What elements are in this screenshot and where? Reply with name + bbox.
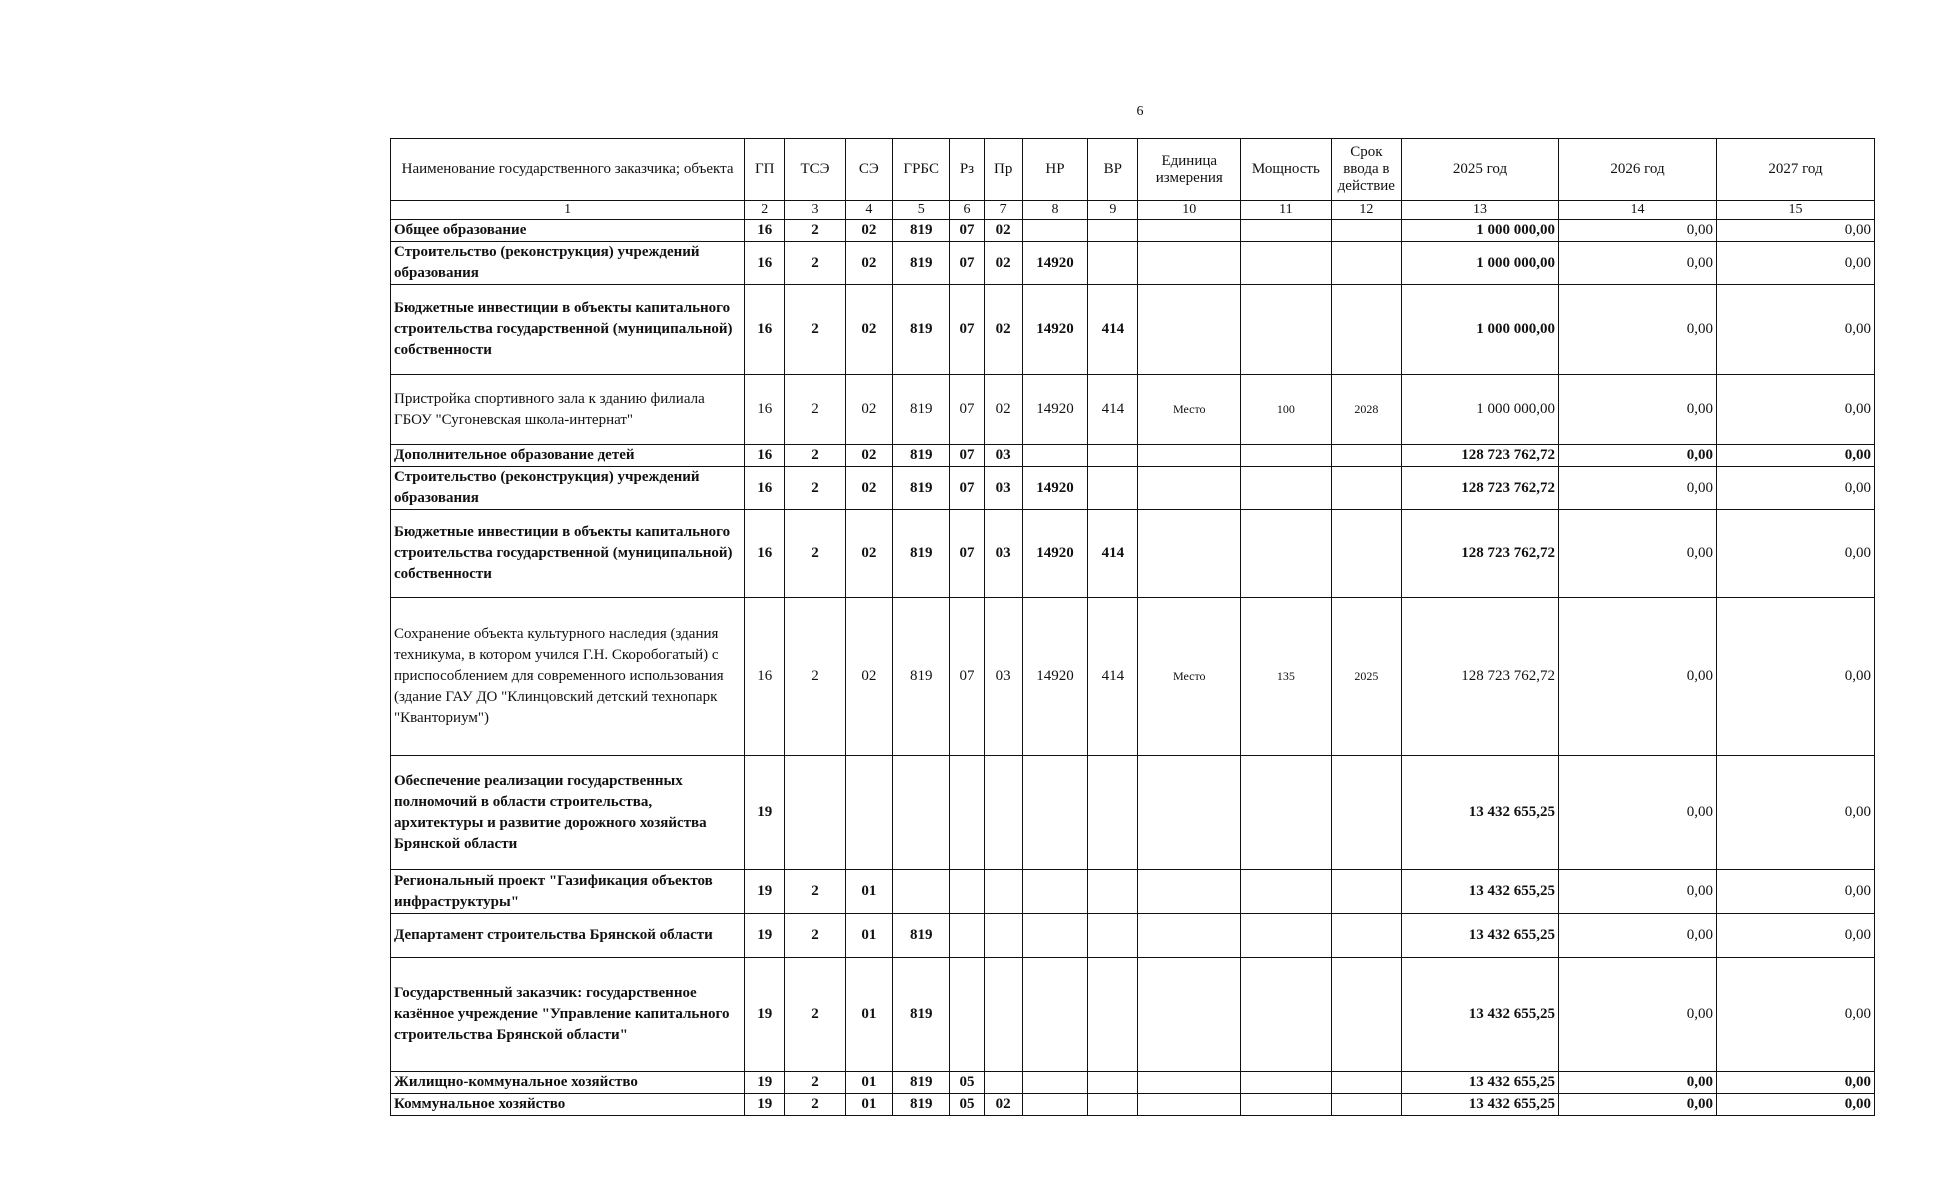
cell-2027: 0,00: [1716, 375, 1874, 445]
cell-2027: 0,00: [1716, 445, 1874, 467]
table-row: [391, 598, 1875, 756]
cell-2027: 0,00: [1716, 756, 1874, 870]
cell-2027: 0,00: [1716, 510, 1874, 598]
table-row: [391, 914, 1875, 958]
cell-gp: 16: [745, 467, 785, 510]
header-unit: Единица измерения: [1138, 139, 1241, 201]
cell-gp: 16: [745, 220, 785, 242]
header-2025: 2025 год: [1402, 139, 1559, 201]
cell-2026: 0,00: [1558, 598, 1716, 756]
header-se: СЭ: [845, 139, 892, 201]
cell-pr: 03: [984, 510, 1022, 598]
cell-rz: 07: [950, 510, 984, 598]
cell-tse: 2: [785, 445, 845, 467]
cell-vr: [1088, 914, 1138, 958]
row-name: Обеспечение реализации государственных полномочий в области строительства, архитектуры и развитие дорожного хозяйства Брянской области: [391, 756, 745, 870]
cell-nr: [1022, 1094, 1087, 1116]
cell-unit: [1138, 914, 1241, 958]
cell-pr: 02: [984, 242, 1022, 285]
cell-se: 02: [845, 510, 892, 598]
cell-term: [1331, 510, 1401, 598]
cell-tse: 2: [785, 510, 845, 598]
cell-nr: [1022, 445, 1087, 467]
cell-rz: 07: [950, 375, 984, 445]
cell-unit: Место: [1138, 375, 1241, 445]
cell-nr: [1022, 958, 1087, 1072]
cell-2026: 0,00: [1558, 1072, 1716, 1094]
header-grbs: ГРБС: [893, 139, 950, 201]
cell-tse: 2: [785, 285, 845, 375]
row-name: Сохранение объекта культурного наследия (здания техникума, в котором учился Г.Н. Скоробогатый) с приспособлением для современного использования (здание ГАУ ДО "Клинцовский детский технопарк "Кванториум"): [391, 598, 745, 756]
cell-2026: 0,00: [1558, 958, 1716, 1072]
header-capacity: Мощность: [1241, 139, 1332, 201]
cell-2026: 0,00: [1558, 220, 1716, 242]
cell-grbs: 819: [893, 285, 950, 375]
column-number: 10: [1138, 201, 1241, 220]
cell-term: 2025: [1331, 598, 1401, 756]
cell-2025: 13 432 655,25: [1402, 1072, 1559, 1094]
cell-grbs: 819: [893, 445, 950, 467]
cell-gp: 16: [745, 375, 785, 445]
column-number: 1: [391, 201, 745, 220]
cell-tse: 2: [785, 598, 845, 756]
cell-2027: 0,00: [1716, 467, 1874, 510]
cell-rz: 05: [950, 1072, 984, 1094]
cell-gp: 19: [745, 756, 785, 870]
cell-2027: 0,00: [1716, 242, 1874, 285]
cell-2025: 128 723 762,72: [1402, 510, 1559, 598]
cell-2025: 128 723 762,72: [1402, 467, 1559, 510]
cell-2026: 0,00: [1558, 870, 1716, 914]
cell-se: 01: [845, 1094, 892, 1116]
header-name: Наименование государственного заказчика; объекта: [391, 139, 745, 201]
cell-grbs: 819: [893, 958, 950, 1072]
cell-term: [1331, 220, 1401, 242]
cell-vr: 414: [1088, 375, 1138, 445]
column-number: 5: [893, 201, 950, 220]
cell-2025: 1 000 000,00: [1402, 285, 1559, 375]
header-vr: ВР: [1088, 139, 1138, 201]
cell-gp: 16: [745, 598, 785, 756]
cell-vr: [1088, 242, 1138, 285]
row-name: Строительство (реконструкция) учреждений образования: [391, 242, 745, 285]
cell-vr: [1088, 958, 1138, 1072]
cell-unit: [1138, 467, 1241, 510]
cell-grbs: 819: [893, 598, 950, 756]
budget-table: [390, 138, 1875, 1116]
cell-grbs: 819: [893, 1094, 950, 1116]
cell-unit: [1138, 958, 1241, 1072]
row-name: Жилищно-коммунальное хозяйство: [391, 1072, 745, 1094]
table-row: [391, 510, 1875, 598]
cell-vr: [1088, 220, 1138, 242]
cell-pr: 02: [984, 220, 1022, 242]
cell-nr: 14920: [1022, 242, 1087, 285]
page-number: 6: [1136, 104, 1144, 119]
header-tse: ТСЭ: [785, 139, 845, 201]
row-name: Региональный проект "Газификация объектов инфраструктуры": [391, 870, 745, 914]
cell-vr: [1088, 1072, 1138, 1094]
column-number: 12: [1331, 201, 1401, 220]
column-number: 8: [1022, 201, 1087, 220]
cell-2027: 0,00: [1716, 1072, 1874, 1094]
cell-nr: 14920: [1022, 598, 1087, 756]
table-row: [391, 375, 1875, 445]
cell-unit: [1138, 756, 1241, 870]
header-2026: 2026 год: [1558, 139, 1716, 201]
row-name: Коммунальное хозяйство: [391, 1094, 745, 1116]
cell-grbs: [893, 870, 950, 914]
cell-nr: 14920: [1022, 285, 1087, 375]
cell-2025: 1 000 000,00: [1402, 242, 1559, 285]
column-number: 2: [745, 201, 785, 220]
cell-unit: [1138, 510, 1241, 598]
cell-se: 02: [845, 445, 892, 467]
header-row: [391, 139, 1875, 201]
cell-pr: [984, 914, 1022, 958]
cell-capacity: 135: [1241, 598, 1332, 756]
cell-gp: 16: [745, 510, 785, 598]
cell-capacity: [1241, 958, 1332, 1072]
cell-vr: [1088, 467, 1138, 510]
cell-term: [1331, 445, 1401, 467]
cell-vr: 414: [1088, 598, 1138, 756]
cell-unit: [1138, 1072, 1241, 1094]
cell-gp: 19: [745, 870, 785, 914]
cell-rz: 07: [950, 445, 984, 467]
cell-2026: 0,00: [1558, 510, 1716, 598]
cell-vr: 414: [1088, 285, 1138, 375]
cell-unit: [1138, 242, 1241, 285]
cell-grbs: [893, 756, 950, 870]
table-row: [391, 870, 1875, 914]
cell-capacity: [1241, 1072, 1332, 1094]
cell-pr: [984, 958, 1022, 1072]
cell-rz: 07: [950, 242, 984, 285]
table-row: [391, 285, 1875, 375]
cell-capacity: [1241, 1094, 1332, 1116]
cell-2027: 0,00: [1716, 1094, 1874, 1116]
cell-gp: 16: [745, 242, 785, 285]
cell-2027: 0,00: [1716, 958, 1874, 1072]
cell-2026: 0,00: [1558, 445, 1716, 467]
cell-nr: [1022, 220, 1087, 242]
cell-2026: 0,00: [1558, 914, 1716, 958]
cell-2027: 0,00: [1716, 870, 1874, 914]
cell-pr: [984, 870, 1022, 914]
cell-term: [1331, 1072, 1401, 1094]
cell-2026: 0,00: [1558, 1094, 1716, 1116]
cell-vr: [1088, 445, 1138, 467]
cell-gp: 16: [745, 285, 785, 375]
cell-grbs: 819: [893, 914, 950, 958]
cell-2025: 128 723 762,72: [1402, 445, 1559, 467]
table-row: [391, 220, 1875, 242]
table-row: [391, 445, 1875, 467]
row-name: Бюджетные инвестиции в объекты капитального строительства государственной (муниципальной) собственности: [391, 510, 745, 598]
cell-capacity: [1241, 467, 1332, 510]
cell-grbs: 819: [893, 467, 950, 510]
cell-unit: Место: [1138, 598, 1241, 756]
cell-pr: 02: [984, 285, 1022, 375]
cell-gp: 16: [745, 445, 785, 467]
row-name: Общее образование: [391, 220, 745, 242]
cell-gp: 19: [745, 958, 785, 1072]
column-number: 11: [1241, 201, 1332, 220]
column-number: 14: [1558, 201, 1716, 220]
cell-pr: 02: [984, 375, 1022, 445]
table-row: [391, 1072, 1875, 1094]
cell-se: 02: [845, 375, 892, 445]
column-number: 13: [1402, 201, 1559, 220]
table-row: [391, 242, 1875, 285]
cell-2026: 0,00: [1558, 756, 1716, 870]
cell-grbs: 819: [893, 242, 950, 285]
cell-tse: 2: [785, 467, 845, 510]
cell-rz: 07: [950, 467, 984, 510]
cell-capacity: [1241, 756, 1332, 870]
table-row: [391, 467, 1875, 510]
cell-capacity: [1241, 285, 1332, 375]
cell-2026: 0,00: [1558, 467, 1716, 510]
cell-se: 02: [845, 242, 892, 285]
cell-rz: 07: [950, 220, 984, 242]
cell-2027: 0,00: [1716, 598, 1874, 756]
header-nr: НР: [1022, 139, 1087, 201]
cell-vr: [1088, 870, 1138, 914]
cell-2025: 13 432 655,25: [1402, 914, 1559, 958]
table-row: [391, 756, 1875, 870]
cell-capacity: [1241, 870, 1332, 914]
cell-pr: [984, 1072, 1022, 1094]
cell-pr: 02: [984, 1094, 1022, 1116]
cell-vr: [1088, 756, 1138, 870]
cell-nr: [1022, 914, 1087, 958]
cell-2025: 13 432 655,25: [1402, 756, 1559, 870]
column-number: 15: [1716, 201, 1874, 220]
cell-se: [845, 756, 892, 870]
cell-tse: 2: [785, 1072, 845, 1094]
cell-rz: [950, 914, 984, 958]
cell-unit: [1138, 445, 1241, 467]
cell-rz: [950, 870, 984, 914]
cell-term: [1331, 1094, 1401, 1116]
cell-rz: 05: [950, 1094, 984, 1116]
cell-2027: 0,00: [1716, 914, 1874, 958]
cell-term: [1331, 467, 1401, 510]
cell-unit: [1138, 285, 1241, 375]
cell-term: [1331, 756, 1401, 870]
cell-capacity: [1241, 242, 1332, 285]
table-row: [391, 1094, 1875, 1116]
cell-2027: 0,00: [1716, 220, 1874, 242]
cell-term: [1331, 285, 1401, 375]
cell-rz: 07: [950, 285, 984, 375]
column-number-row: [391, 201, 1875, 220]
cell-2026: 0,00: [1558, 242, 1716, 285]
row-name: Строительство (реконструкция) учреждений образования: [391, 467, 745, 510]
cell-2025: 1 000 000,00: [1402, 220, 1559, 242]
cell-se: 01: [845, 958, 892, 1072]
cell-term: [1331, 914, 1401, 958]
column-number: 3: [785, 201, 845, 220]
cell-term: 2028: [1331, 375, 1401, 445]
cell-tse: 2: [785, 220, 845, 242]
cell-2027: 0,00: [1716, 285, 1874, 375]
cell-se: 02: [845, 220, 892, 242]
cell-rz: 07: [950, 598, 984, 756]
row-name: Пристройка спортивного зала к зданию филиала ГБОУ "Сугоневская школа-интернат": [391, 375, 745, 445]
column-number: 4: [845, 201, 892, 220]
cell-unit: [1138, 870, 1241, 914]
cell-pr: 03: [984, 467, 1022, 510]
column-number: 7: [984, 201, 1022, 220]
cell-unit: [1138, 1094, 1241, 1116]
cell-nr: [1022, 756, 1087, 870]
cell-2026: 0,00: [1558, 375, 1716, 445]
cell-rz: [950, 756, 984, 870]
cell-nr: [1022, 870, 1087, 914]
cell-tse: 2: [785, 1094, 845, 1116]
cell-2025: 13 432 655,25: [1402, 870, 1559, 914]
cell-tse: 2: [785, 375, 845, 445]
cell-gp: 19: [745, 914, 785, 958]
column-number: 9: [1088, 201, 1138, 220]
cell-term: [1331, 870, 1401, 914]
header-pr: Пр: [984, 139, 1022, 201]
cell-se: 01: [845, 914, 892, 958]
cell-gp: 19: [745, 1072, 785, 1094]
cell-pr: [984, 756, 1022, 870]
column-number: 6: [950, 201, 984, 220]
cell-se: 02: [845, 285, 892, 375]
cell-2025: 13 432 655,25: [1402, 1094, 1559, 1116]
cell-capacity: [1241, 445, 1332, 467]
cell-vr: [1088, 1094, 1138, 1116]
header-rz: Рз: [950, 139, 984, 201]
table-row: [391, 958, 1875, 1072]
cell-nr: 14920: [1022, 510, 1087, 598]
cell-gp: 19: [745, 1094, 785, 1116]
cell-vr: 414: [1088, 510, 1138, 598]
row-name: Дополнительное образование детей: [391, 445, 745, 467]
cell-tse: 2: [785, 914, 845, 958]
cell-rz: [950, 958, 984, 1072]
cell-nr: 14920: [1022, 375, 1087, 445]
cell-grbs: 819: [893, 510, 950, 598]
cell-nr: 14920: [1022, 467, 1087, 510]
cell-term: [1331, 242, 1401, 285]
cell-grbs: 819: [893, 375, 950, 445]
cell-capacity: 100: [1241, 375, 1332, 445]
cell-capacity: [1241, 220, 1332, 242]
cell-2026: 0,00: [1558, 285, 1716, 375]
cell-2025: 13 432 655,25: [1402, 958, 1559, 1072]
row-name: Департамент строительства Брянской области: [391, 914, 745, 958]
cell-term: [1331, 958, 1401, 1072]
cell-se: 01: [845, 1072, 892, 1094]
cell-tse: [785, 756, 845, 870]
header-2027: 2027 год: [1716, 139, 1874, 201]
cell-se: 01: [845, 870, 892, 914]
cell-tse: 2: [785, 958, 845, 1072]
cell-capacity: [1241, 914, 1332, 958]
row-name: Бюджетные инвестиции в объекты капитального строительства государственной (муниципальной) собственности: [391, 285, 745, 375]
cell-2025: 128 723 762,72: [1402, 598, 1559, 756]
cell-se: 02: [845, 467, 892, 510]
cell-grbs: 819: [893, 1072, 950, 1094]
cell-nr: [1022, 1072, 1087, 1094]
cell-pr: 03: [984, 598, 1022, 756]
cell-unit: [1138, 220, 1241, 242]
cell-grbs: 819: [893, 220, 950, 242]
cell-tse: 2: [785, 242, 845, 285]
header-term: Срок ввода в действие: [1331, 139, 1401, 201]
cell-tse: 2: [785, 870, 845, 914]
row-name: Государственный заказчик: государственное казённое учреждение "Управление капитального строительства Брянской области": [391, 958, 745, 1072]
cell-se: 02: [845, 598, 892, 756]
cell-pr: 03: [984, 445, 1022, 467]
cell-2025: 1 000 000,00: [1402, 375, 1559, 445]
cell-capacity: [1241, 510, 1332, 598]
header-gp: ГП: [745, 139, 785, 201]
